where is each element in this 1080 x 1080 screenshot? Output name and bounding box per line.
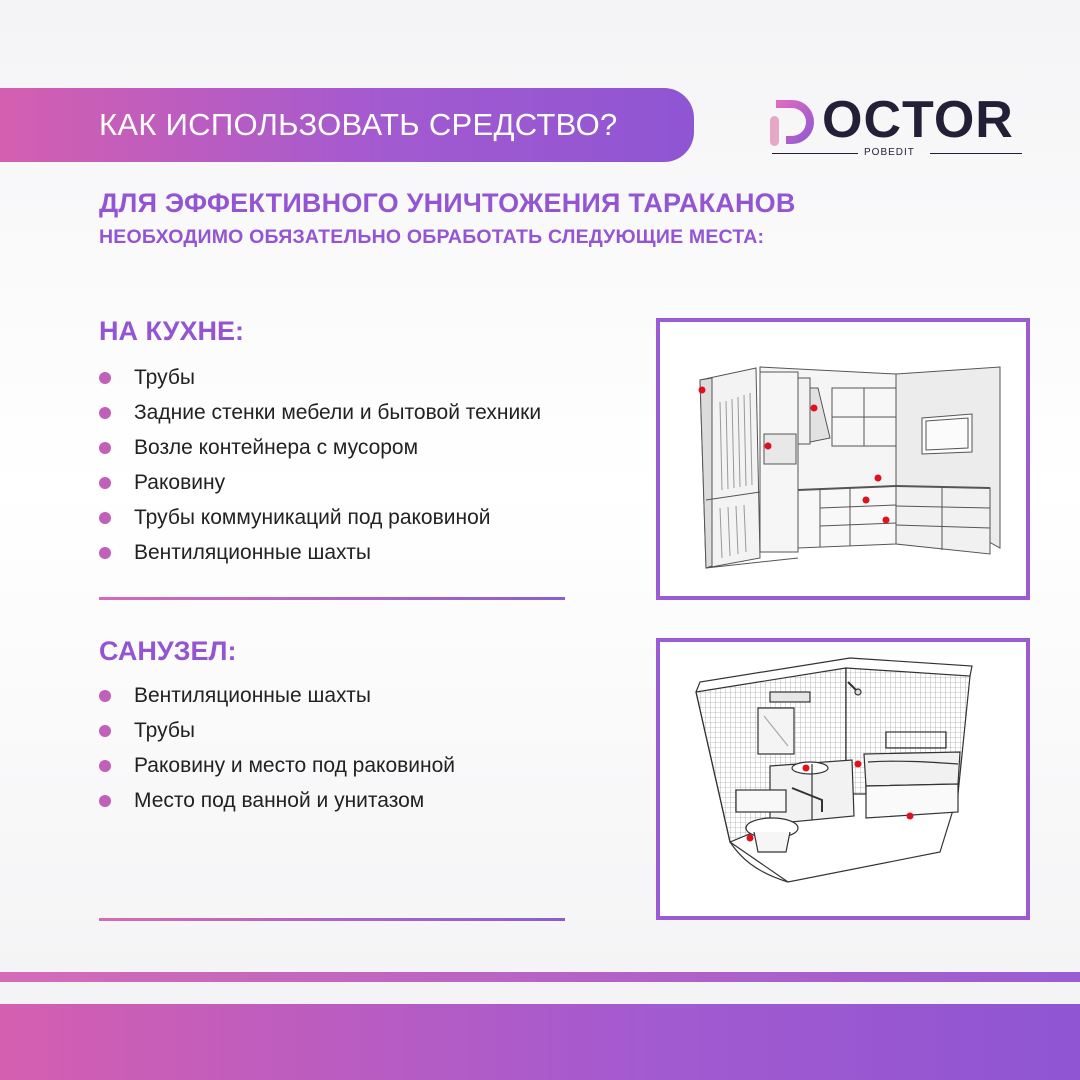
bottom-band (0, 1004, 1080, 1080)
bullet-icon (99, 407, 111, 419)
logo-line-right (930, 153, 1022, 154)
bullet-icon (99, 512, 111, 524)
kitchen-illustration (660, 322, 1026, 596)
logo-line-left (772, 153, 858, 154)
subtitle-line-2: НЕОБХОДИМО ОБЯЗАТЕЛЬНО ОБРАБОТАТЬ СЛЕДУЮЩИЕ МЕСТА: (99, 226, 765, 248)
bathroom-illustration (660, 642, 1026, 916)
page-title: КАК ИСПОЛЬЗОВАТЬ СРЕДСТВО? (99, 107, 618, 142)
kitchen-illustration-frame (656, 318, 1030, 600)
logo-subline (772, 146, 1022, 160)
bullet-icon (99, 442, 111, 454)
bullet-icon (99, 795, 111, 807)
header-banner (0, 88, 694, 162)
bullet-icon (99, 547, 111, 559)
doctor-logo (766, 90, 1024, 160)
bullet-icon (99, 690, 111, 702)
kitchen-divider (99, 597, 565, 600)
bullet-icon (99, 725, 111, 737)
bathroom-illustration-frame (656, 638, 1030, 920)
bathroom-divider (99, 918, 565, 921)
bullet-icon (99, 760, 111, 772)
bullet-icon (99, 372, 111, 384)
kitchen-title: НА КУХНЕ: (99, 316, 244, 346)
subtitle-line-1: ДЛЯ ЭФФЕКТИВНОГО УНИЧТОЖЕНИЯ ТАРАКАНОВ (99, 188, 796, 218)
bullet-icon (99, 477, 111, 489)
logo-wordmark: OCTOR (822, 91, 1014, 149)
logo-subtext: POBEDIT (864, 147, 915, 158)
bathroom-title: САНУЗЕЛ: (99, 636, 237, 666)
bottom-stripe (0, 972, 1080, 982)
logo-d-icon (768, 96, 820, 148)
